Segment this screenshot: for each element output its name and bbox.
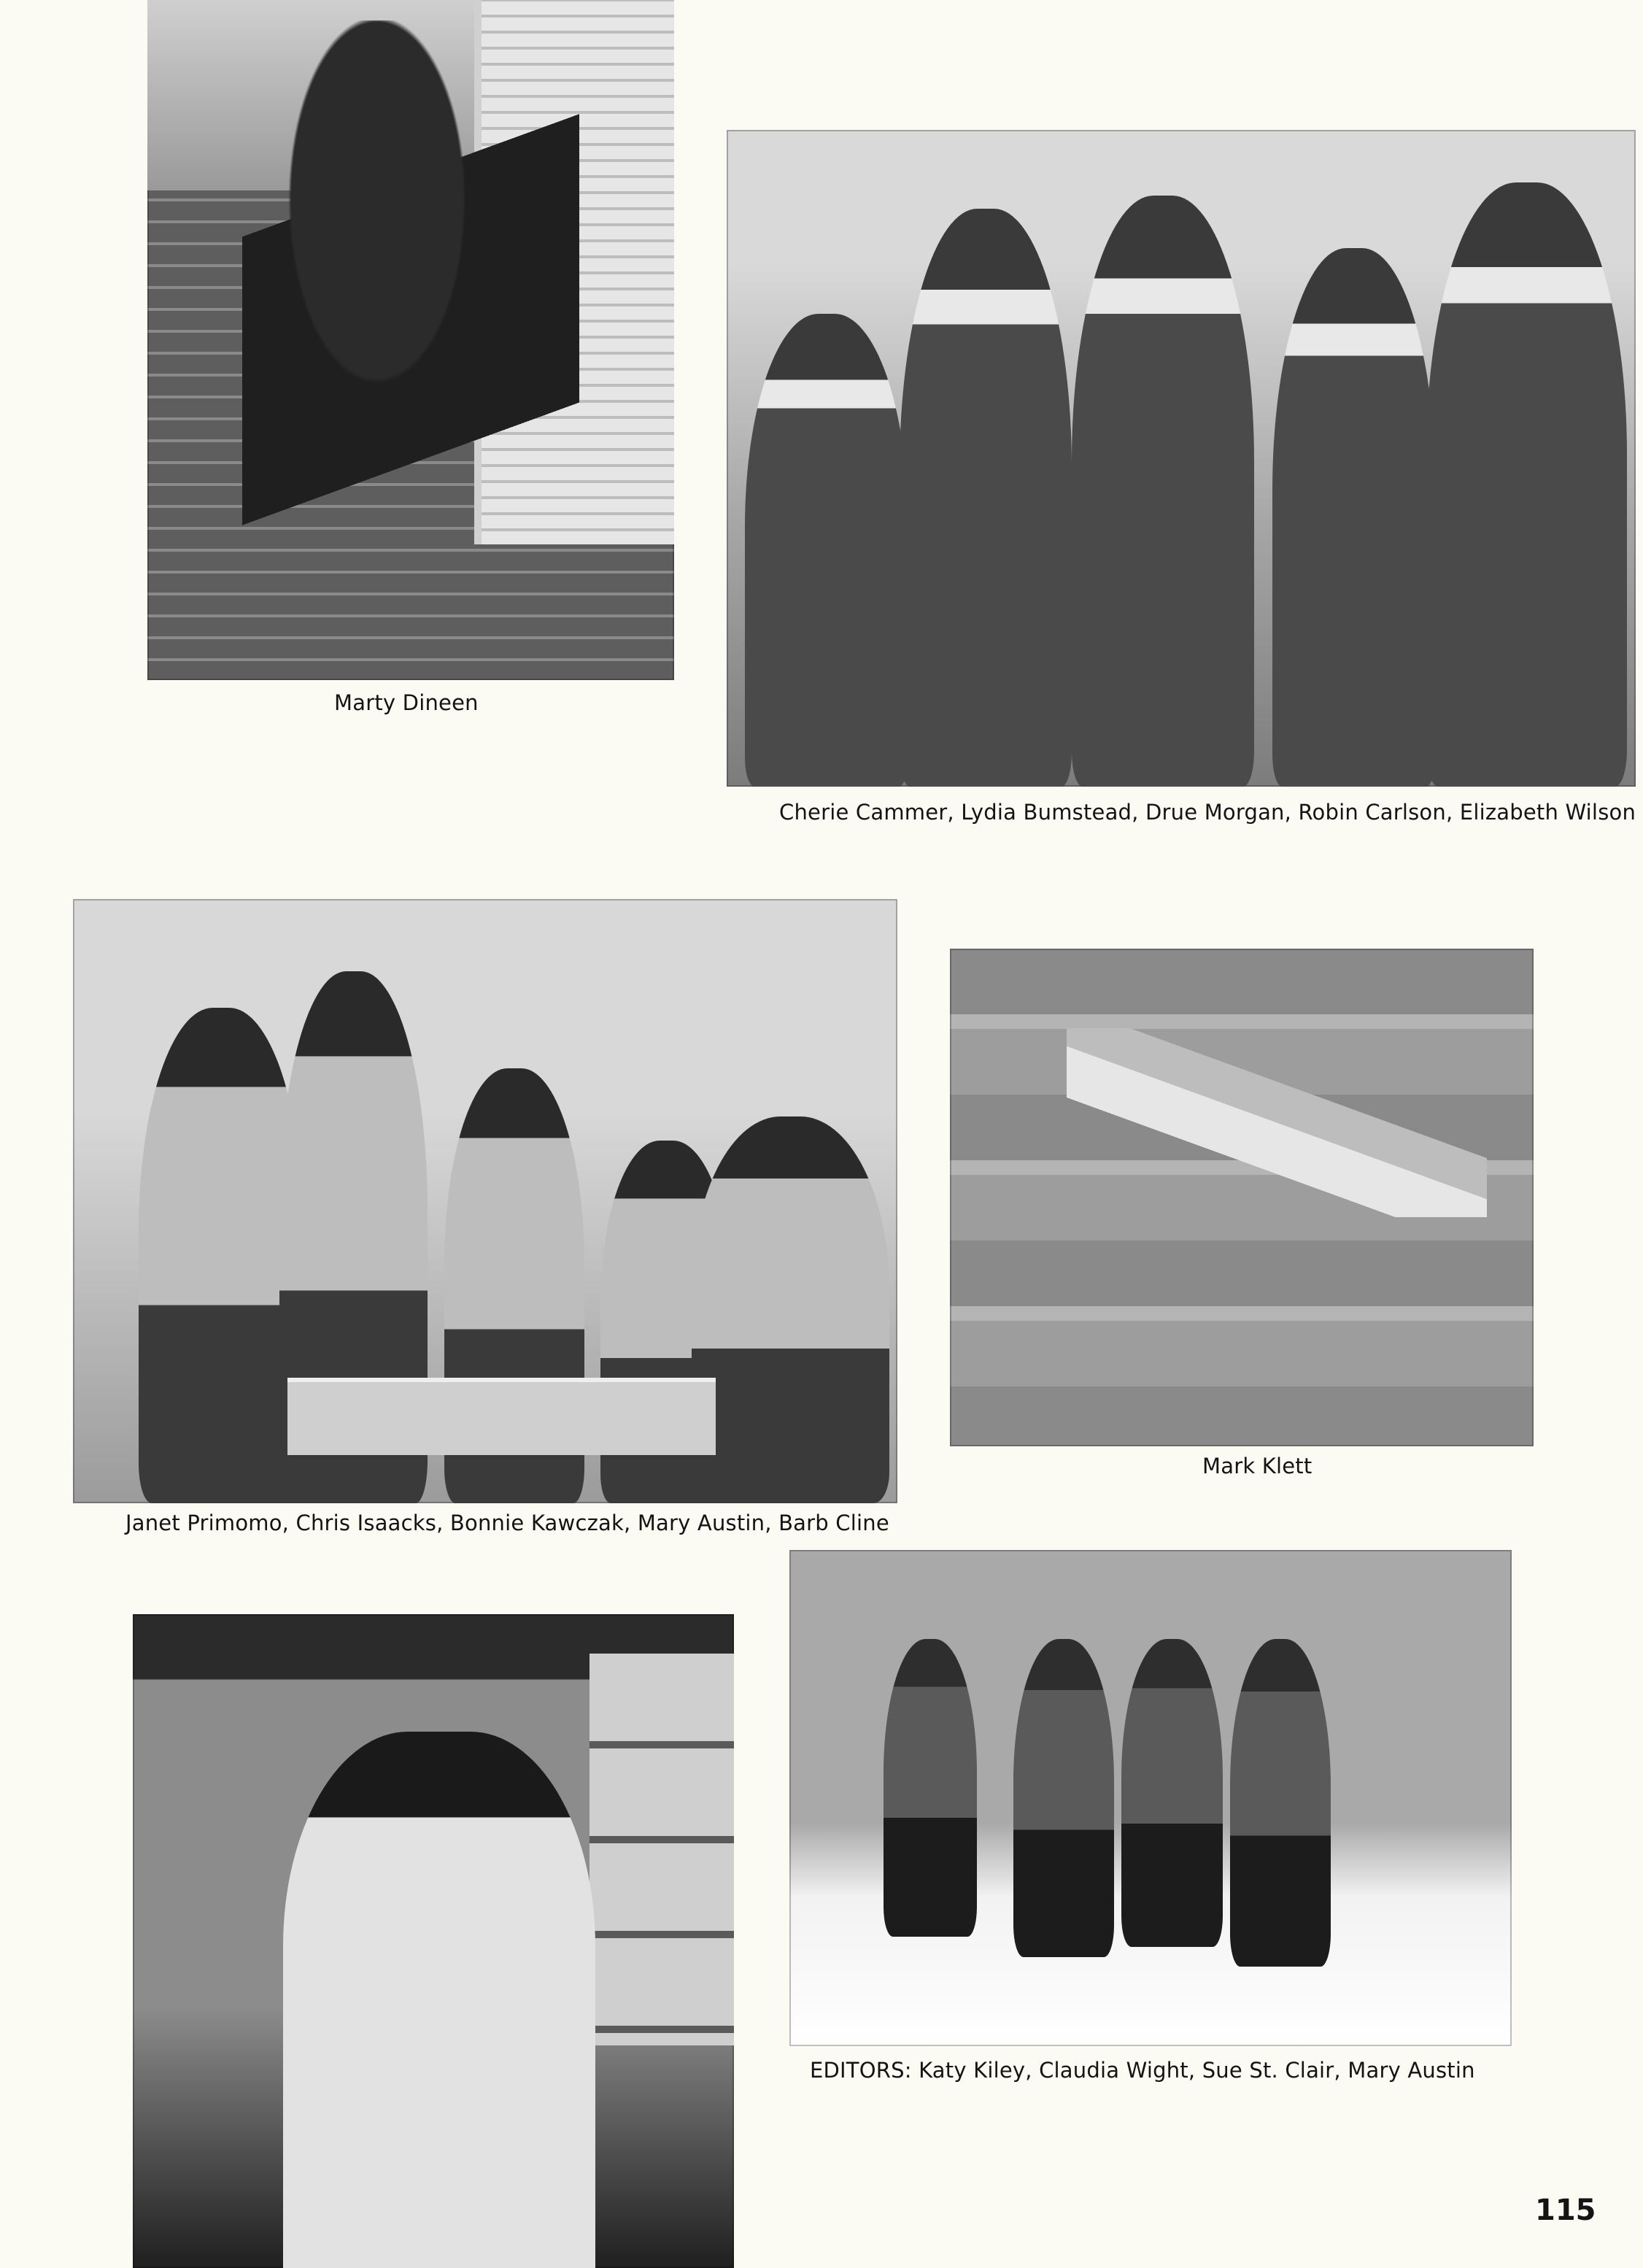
photo-person xyxy=(1272,248,1436,787)
photo-desk xyxy=(287,1378,716,1454)
photo-person xyxy=(900,209,1072,787)
photo-person xyxy=(884,1639,978,1937)
photo-person xyxy=(1230,1639,1331,1967)
photo-person xyxy=(1013,1639,1115,1956)
photo-editors-snow xyxy=(789,1550,1512,2046)
photo-person xyxy=(1121,1639,1223,1947)
caption-marty-dineen: Marty Dineen xyxy=(334,690,479,715)
photo-person xyxy=(745,314,908,787)
caption-editors: EDITORS: Katy Kiley, Claudia Wight, Sue St. Clair, Mary Austin xyxy=(810,2058,1475,2083)
photo-marty-dineen xyxy=(147,0,674,680)
photo-mark-klett xyxy=(950,949,1534,1446)
photo-person xyxy=(692,1116,889,1503)
photo-figure xyxy=(1067,1028,1487,1217)
caption-group-five-girls: Cherie Cammer, Lydia Bumstead, Drue Morgan, Robin Carlson, Elizabeth Wilson xyxy=(779,800,1636,825)
photo-person xyxy=(1426,182,1626,787)
page-number: 115 xyxy=(1535,2194,1596,2227)
caption-mark-klett: Mark Klett xyxy=(1202,1454,1313,1478)
caption-group-at-desk: Janet Primomo, Chris Isaacks, Bonnie Kawczak, Mary Austin, Barb Cline xyxy=(125,1511,889,1535)
photo-person xyxy=(1072,196,1253,787)
photo-group-five-girls xyxy=(727,130,1636,787)
photo-shelf xyxy=(589,1654,734,2046)
photo-group-at-desk xyxy=(73,899,897,1503)
photo-figure xyxy=(242,20,579,619)
photo-darkroom xyxy=(133,1614,734,2268)
photo-figure xyxy=(283,1732,595,2268)
